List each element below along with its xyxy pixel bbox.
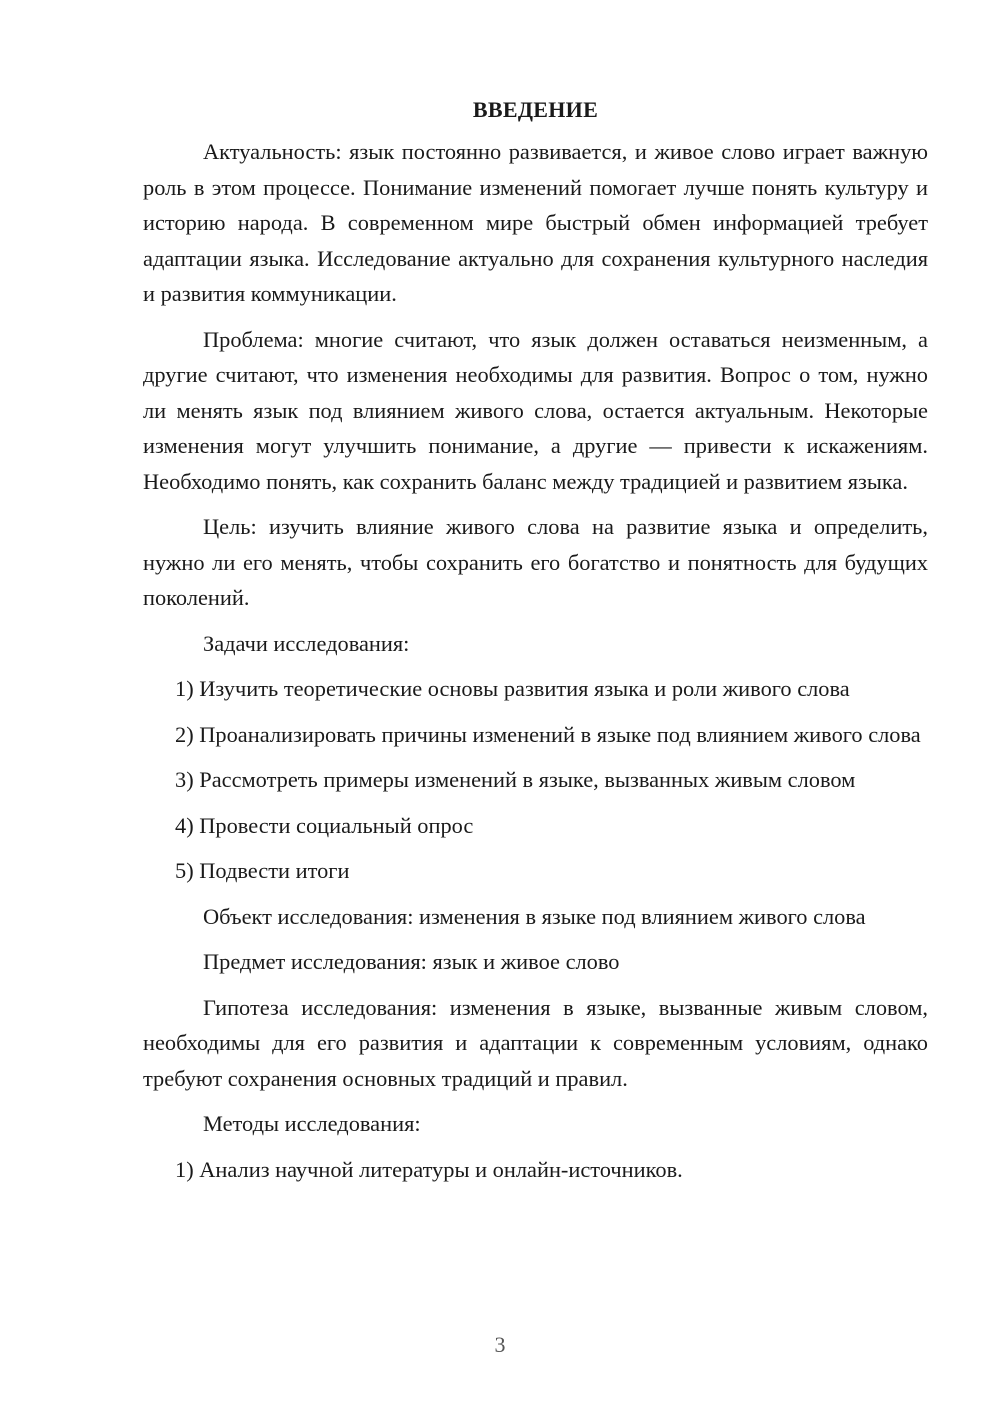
paragraph-subject: Предмет исследования: язык и живое слово bbox=[203, 949, 620, 974]
paragraph-problem: Проблема: многие считают, что язык должен оставаться неизменным, а другие считают, что изменения необходимы для развития. Вопрос о том, нужно ли менять язык под влиянием живого слова, остается актуальным. Некоторые изменения могут улучшить понимание, а другие — привести к искажениям. Необходимо понять, как сохранить баланс между традицией и развитием языка. bbox=[143, 326, 928, 494]
paragraph-goal: Цель: изучить влияние живого слова на развитие языка и определить, нужно ли его менять, чтобы сохранить его богатство и понятность для будущих поколений. bbox=[143, 514, 928, 610]
page-number: 3 bbox=[494, 1332, 506, 1357]
section-title: ВВЕДЕНИЕ bbox=[472, 97, 599, 122]
paragraph-object: Объект исследования: изменения в языке под влиянием живого слова bbox=[203, 903, 866, 929]
paragraph-hypothesis: Гипотеза исследования: изменения в языке, вызванные живым словом, необходимы для его развития и адаптации к современным условиям, однако требуют сохранения основных традиций и правил. bbox=[143, 994, 928, 1091]
paragraph-relevance: Актуальность: язык постоянно развивается, и живое слово играет важную роль в этом процессе. Понимание изменений помогает лучше понять культуру и историю народа. В современном мире быстрый обмен информацией требует адаптации языка. Исследование актуально для сохранения культурного наследия и развития коммуникации. bbox=[143, 139, 928, 306]
document-page bbox=[143, 92, 928, 1187]
task-item-2: 2) Проанализировать причины изменений в языке под влиянием живого слова bbox=[175, 721, 921, 747]
task-item-3: 3) Рассмотреть примеры изменений в языке, вызванных живым словом bbox=[175, 767, 856, 792]
tasks-heading: Задачи исследования: bbox=[203, 630, 410, 656]
task-item-5: 5) Подвести итоги bbox=[175, 858, 350, 883]
task-item-1: 1) Изучить теоретические основы развития языка и роли живого слова bbox=[175, 676, 850, 701]
methods-heading: Методы исследования: bbox=[203, 1111, 421, 1136]
task-item-4: 4) Провести социальный опрос bbox=[175, 812, 474, 838]
method-item-1: 1) Анализ научной литературы и онлайн-источников. bbox=[175, 1156, 683, 1182]
